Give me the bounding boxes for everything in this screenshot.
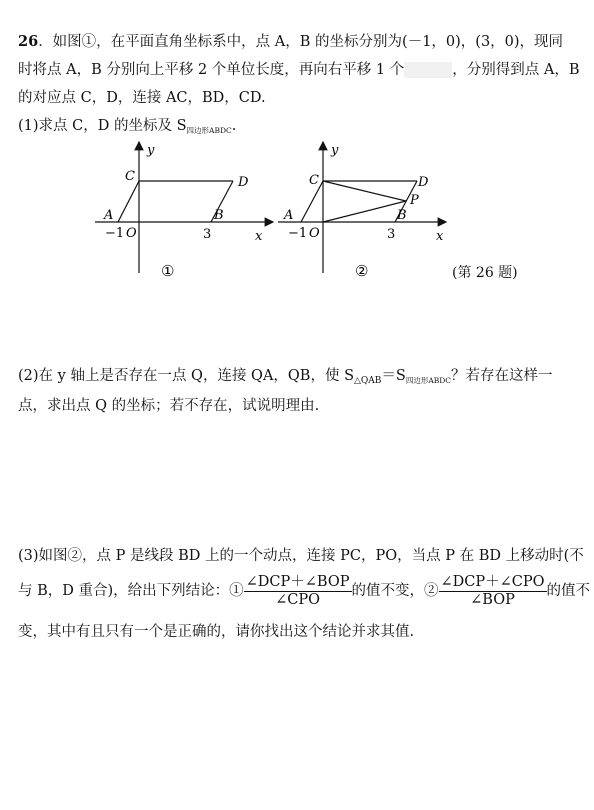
- part1-line: [18, 116, 236, 138]
- label-p: P: [410, 193, 419, 208]
- part2-line-1: [18, 366, 553, 388]
- part3-text-2a: 与 B，D 重合)，给出下列结论：①: [18, 583, 244, 599]
- part1-end: .: [231, 118, 237, 134]
- problem-line-1: [18, 32, 563, 52]
- part2-line-2: [18, 396, 319, 416]
- problem-line-3: [18, 88, 266, 108]
- part2-sub1: △QAB: [354, 376, 382, 386]
- label-neg1: −1: [105, 226, 125, 241]
- label-d: D: [238, 175, 249, 190]
- question-label: (第 26 题): [452, 265, 518, 281]
- label-x: x: [436, 229, 444, 244]
- part2-sub2: 四边形ABDC: [405, 376, 452, 385]
- label-y: y: [331, 143, 339, 158]
- label-b: B: [397, 208, 407, 223]
- problem-text-3: 的对应点 C，D，连接 AC，BD，CD.: [18, 90, 266, 106]
- part3-text-3: 变，其中有且只有一个是正确的，请你找出这个结论并求其值.: [18, 624, 415, 640]
- blurred-region: [404, 62, 452, 78]
- part2-text-1a: (2)在 y 轴上是否存在一点 Q，连接 QA，QB，使 S: [18, 368, 354, 384]
- part2-eq: ＝S: [381, 368, 406, 384]
- label-origin: O: [309, 226, 320, 241]
- label-three: 3: [203, 227, 212, 242]
- label-origin: O: [126, 226, 137, 241]
- figure-1: [95, 138, 285, 288]
- label-y: y: [147, 143, 155, 158]
- part3-text-2b: 的值不: [546, 583, 591, 599]
- segment-ac: [118, 181, 139, 222]
- caption-fig1: ①: [161, 262, 175, 280]
- part2-text-1b: ？若存在这样一: [451, 368, 553, 384]
- fraction-2-denominator: ∠BOP: [470, 591, 515, 608]
- part3-mid: 的值不变，②: [351, 583, 439, 599]
- part3-line-1: [18, 546, 584, 566]
- label-x: x: [255, 229, 263, 244]
- figure-2: [278, 138, 468, 288]
- part3-line-3: [18, 622, 414, 642]
- fraction-2: [439, 574, 547, 609]
- label-neg1: −1: [288, 226, 308, 241]
- label-b: B: [214, 208, 224, 223]
- label-d: D: [418, 175, 429, 190]
- label-a: A: [104, 208, 114, 223]
- part3-line-2: [18, 572, 590, 610]
- part1-subscript: 四边形ABDC: [186, 126, 232, 135]
- part2-text-2: 点，求出点 Q 的坐标；若不存在，试说明理由.: [18, 398, 320, 414]
- part1-text: (1)求点 C，D 的坐标及 S: [18, 118, 187, 134]
- segment-op: [323, 201, 406, 222]
- problem-text-2b: ，分别得到点 A，B: [452, 62, 580, 78]
- problem-line-2: [18, 60, 579, 80]
- segment-cp: [323, 181, 406, 201]
- fraction-1: [244, 574, 352, 609]
- fraction-1-denominator: ∠CPO: [275, 591, 321, 608]
- label-c: C: [125, 169, 135, 184]
- problem-text-2a: 时将点 A，B 分别向上平移 2 个单位长度，再向右平移 1 个: [18, 62, 405, 78]
- fraction-2-numerator: ∠DCP＋∠CPO: [440, 573, 545, 590]
- fraction-1-numerator: ∠DCP＋∠BOP: [245, 573, 350, 590]
- problem-number: 26: [18, 33, 39, 50]
- part3-text-1: (3)如图②，点 P 是线段 BD 上的一个动点，连接 PC，PO，当点 P 在 BD 上移动时(不: [18, 548, 584, 564]
- label-c: C: [309, 173, 319, 188]
- label-a: A: [284, 208, 294, 223]
- caption-fig2: ②: [355, 262, 369, 280]
- label-three: 3: [387, 227, 396, 242]
- problem-text-1: ．如图①，在平面直角坐标系中，点 A，B 的坐标分别为(－1，0)，(3，0)，现同: [38, 34, 564, 50]
